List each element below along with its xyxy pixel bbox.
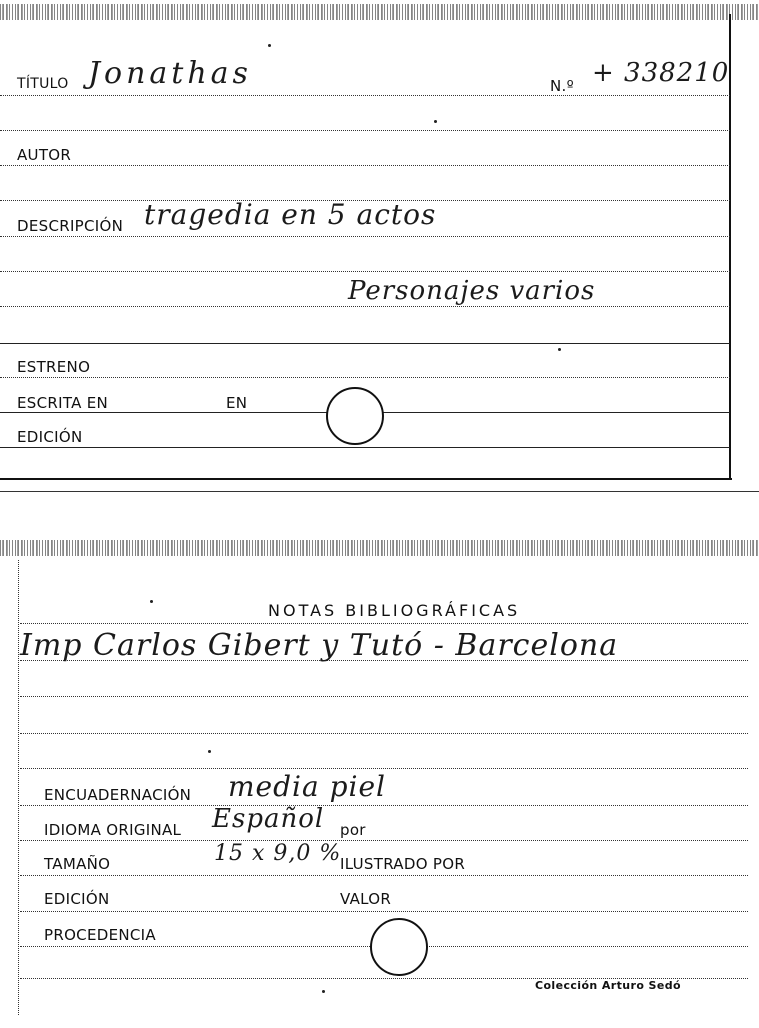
card-bottom-border (0, 478, 732, 480)
valor-label: VALOR (340, 890, 392, 908)
ilustrado-por-label: ILUSTRADO POR (340, 855, 466, 873)
estreno-label: ESTRENO (17, 358, 91, 376)
tamano-value: 15 x 9,0 % (214, 841, 342, 866)
escrita-en-label: ESCRITA EN (17, 394, 109, 412)
rule-line (20, 805, 748, 806)
punch-hole-circle (326, 387, 384, 445)
rule-line (0, 165, 730, 166)
rule-line (20, 696, 748, 697)
edicion-label: EDICIÓN (44, 890, 110, 908)
rule-line (20, 733, 748, 734)
idioma-original-label: IDIOMA ORIGINAL (44, 821, 182, 839)
numero-value: + 338210 (592, 58, 730, 88)
descripcion-value: tragedia en 5 actos (144, 198, 437, 231)
catalog-card-back (0, 538, 759, 1028)
speck (208, 750, 211, 753)
rule-line (0, 343, 730, 344)
rule-line (20, 840, 748, 841)
collection-stamp: Colección Arturo Sedó (535, 979, 681, 992)
rule-line (20, 768, 748, 769)
notas-bibliograficas-title: NOTAS BIBLIOGRÁFICAS (268, 601, 521, 620)
autor-label: AUTOR (17, 146, 72, 164)
punch-hole-circle (370, 918, 428, 976)
numero-label: N.º (550, 77, 574, 95)
edicion-label: EDICIÓN (17, 428, 83, 446)
encuadernacion-value: media piel (228, 770, 386, 803)
personajes-value: Personajes varios (348, 276, 596, 306)
rule-line (0, 377, 730, 378)
speck (150, 600, 153, 603)
titulo-value: Jonathas (88, 56, 252, 91)
descripcion-label: DESCRIPCIÓN (17, 217, 124, 235)
card-left-border (18, 560, 20, 1015)
rule-line (20, 875, 748, 876)
catalog-card-front (0, 0, 759, 470)
rule-line (0, 447, 730, 448)
encuadernacion-label: ENCUADERNACIÓN (44, 786, 192, 804)
speck (322, 990, 325, 993)
tamano-label: TAMAÑO (44, 855, 111, 873)
card-separator-line (0, 491, 759, 492)
titulo-label: TÍTULO (17, 76, 69, 92)
torn-top-edge (0, 4, 759, 20)
en-label: EN (226, 394, 248, 412)
speck (268, 44, 271, 47)
torn-top-edge (0, 540, 759, 556)
idioma-original-value: Español (212, 804, 325, 834)
rule-line (0, 306, 730, 307)
por-label: por (340, 821, 366, 839)
procedencia-label: PROCEDENCIA (44, 926, 156, 944)
rule-line (0, 236, 730, 237)
rule-line (0, 95, 730, 96)
rule-line (0, 130, 730, 131)
speck (558, 348, 561, 351)
speck (434, 120, 437, 123)
rule-line (20, 623, 748, 624)
rule-line (0, 271, 730, 272)
rule-line (20, 911, 748, 912)
notas-value: Imp Carlos Gibert y Tutó - Barcelona (20, 628, 619, 663)
